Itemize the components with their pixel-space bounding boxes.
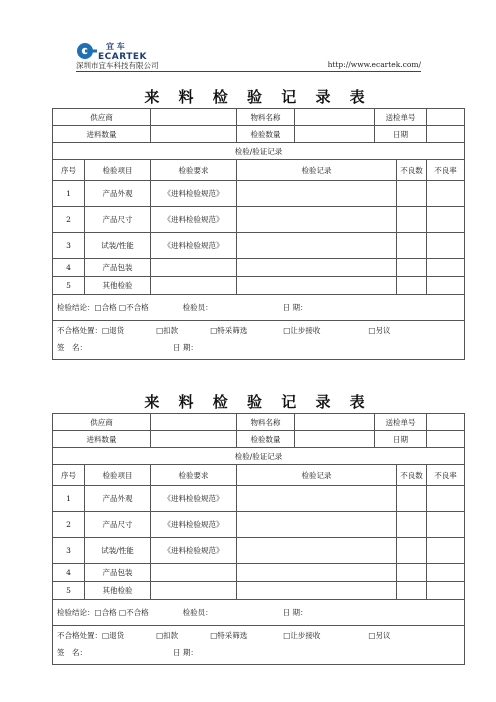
- section-title: 检验/验证记录: [53, 448, 465, 465]
- inspection-form-2: [52, 391, 464, 665]
- inspection-no-value[interactable]: [427, 414, 465, 431]
- row-no: 1: [53, 486, 85, 512]
- company-url[interactable]: http://www.ecartek.com/: [327, 60, 421, 69]
- date-label: 日期: [375, 126, 427, 143]
- col-record: 检验记录: [237, 160, 397, 181]
- row-requirement: [151, 277, 237, 295]
- row-no: 5: [53, 277, 85, 295]
- signature-date-label: 日 期：: [173, 343, 198, 352]
- signature-label: 签 名：: [57, 343, 87, 352]
- row-requirement: [151, 259, 237, 277]
- deduct-checkbox[interactable]: □扣款: [156, 326, 179, 335]
- disposition-cell: [53, 321, 465, 337]
- row-defect-rate[interactable]: [427, 486, 465, 512]
- company-name: 深圳市宜车科技有限公司: [76, 61, 159, 70]
- signature-cell: [53, 641, 465, 665]
- conclusion-label: 检验结论：: [57, 303, 95, 312]
- row-defect-count[interactable]: [397, 181, 427, 207]
- supplier-value[interactable]: [151, 109, 237, 126]
- row-no: 2: [53, 207, 85, 233]
- logo-text-en: ECARTEK: [98, 52, 148, 60]
- row-requirement: 《进料检验规范》: [151, 512, 237, 538]
- row-requirement: 《进料检验规范》: [151, 486, 237, 512]
- pass-checkbox[interactable]: □合格: [94, 608, 117, 617]
- form-title: 来 料 检 验 记 录 表: [144, 393, 372, 411]
- table-row: [53, 259, 465, 277]
- conclusion-row: [53, 600, 465, 626]
- row-record[interactable]: [237, 233, 397, 259]
- col-requirement: 检验要求: [151, 465, 237, 486]
- inspection-qty-label: 检验数量: [237, 431, 295, 448]
- form-title: 来 料 检 验 记 录 表: [144, 88, 372, 106]
- inspection-no-label: 送检单号: [375, 414, 427, 431]
- disposition-label: 不合格处置：: [57, 326, 102, 335]
- supplier-value[interactable]: [151, 414, 237, 431]
- row-record[interactable]: [237, 582, 397, 600]
- row-quantity: [53, 126, 465, 143]
- col-item: 检验项目: [85, 465, 151, 486]
- supplier-label: 供应商: [53, 109, 151, 126]
- row-defect-count[interactable]: [397, 486, 427, 512]
- incoming-qty-label: 进料数量: [53, 431, 151, 448]
- signature-date-label: 日 期：: [173, 648, 198, 657]
- disposition-label: 不合格处置：: [57, 631, 102, 640]
- inspector-label: 检验员：: [182, 303, 213, 312]
- row-defect-rate[interactable]: [427, 233, 465, 259]
- header-divider: [76, 71, 421, 72]
- incoming-qty-label: 进料数量: [53, 126, 151, 143]
- col-requirement: 检验要求: [151, 160, 237, 181]
- row-quantity: [53, 431, 465, 448]
- row-record[interactable]: [237, 538, 397, 564]
- row-defect-rate[interactable]: [427, 181, 465, 207]
- col-defect-count: 不良数: [397, 160, 427, 181]
- material-name-value[interactable]: [295, 109, 375, 126]
- row-requirement: 《进料检验规范》: [151, 538, 237, 564]
- concession-checkbox[interactable]: □让步接收: [283, 326, 321, 335]
- col-item: 检验项目: [85, 160, 151, 181]
- fail-checkbox[interactable]: □不合格: [118, 608, 149, 617]
- row-requirement: [151, 564, 237, 582]
- signature-label: 签 名：: [57, 648, 87, 657]
- col-defect-rate: 不良率: [427, 160, 465, 181]
- fail-checkbox[interactable]: □不合格: [118, 303, 149, 312]
- row-defect-count[interactable]: [397, 564, 427, 582]
- return-checkbox[interactable]: □退货: [102, 631, 125, 640]
- disposition-cell: [53, 626, 465, 642]
- row-record[interactable]: [237, 259, 397, 277]
- inspection-qty-value[interactable]: [295, 431, 375, 448]
- material-name-value[interactable]: [295, 414, 375, 431]
- signature-row: [53, 641, 465, 665]
- disposition-row: [53, 626, 465, 642]
- logo-text-cn: 宜 车: [106, 42, 125, 51]
- inspection-qty-value[interactable]: [295, 126, 375, 143]
- row-defect-count[interactable]: [397, 582, 427, 600]
- row-defect-count[interactable]: [397, 233, 427, 259]
- row-item: 产品尺寸: [85, 512, 151, 538]
- signature-cell: [53, 336, 465, 360]
- page-header: [76, 40, 421, 72]
- row-item: 其他检验: [85, 582, 151, 600]
- row-item: 试装/性能: [85, 538, 151, 564]
- column-header-row: [53, 465, 465, 486]
- row-record[interactable]: [237, 181, 397, 207]
- row-no: 4: [53, 259, 85, 277]
- inspection-table: [52, 413, 465, 665]
- table-row: [53, 207, 465, 233]
- row-requirement: [151, 582, 237, 600]
- table-row: [53, 512, 465, 538]
- table-row: [53, 486, 465, 512]
- row-no: 5: [53, 582, 85, 600]
- conclusion-date-label: 日 期：: [282, 303, 308, 312]
- col-no: 序号: [53, 465, 85, 486]
- row-defect-count[interactable]: [397, 277, 427, 295]
- col-defect-count: 不良数: [397, 465, 427, 486]
- row-requirement: 《进料检验规范》: [151, 207, 237, 233]
- date-value[interactable]: [427, 431, 465, 448]
- other-checkbox[interactable]: □另议: [368, 326, 391, 335]
- table-row: [53, 181, 465, 207]
- table-row: [53, 582, 465, 600]
- row-defect-count[interactable]: [397, 512, 427, 538]
- disposition-row: [53, 321, 465, 337]
- row-no: 1: [53, 181, 85, 207]
- return-checkbox[interactable]: □退货: [102, 326, 125, 335]
- supplier-label: 供应商: [53, 414, 151, 431]
- screening-checkbox[interactable]: □特采筛选: [210, 326, 248, 335]
- row-item: 产品外观: [85, 181, 151, 207]
- row-defect-rate[interactable]: [427, 538, 465, 564]
- column-header-row: [53, 160, 465, 181]
- row-defect-rate[interactable]: [427, 259, 465, 277]
- material-name-label: 物料名称: [237, 109, 295, 126]
- row-item: 产品尺寸: [85, 207, 151, 233]
- row-requirement: 《进料检验规范》: [151, 233, 237, 259]
- incoming-qty-value[interactable]: [151, 126, 237, 143]
- row-defect-rate[interactable]: [427, 512, 465, 538]
- inspection-no-label: 送检单号: [375, 109, 427, 126]
- company-logo: [76, 40, 176, 60]
- row-item: 其他检验: [85, 277, 151, 295]
- table-row: [53, 538, 465, 564]
- row-no: 3: [53, 538, 85, 564]
- row-defect-rate[interactable]: [427, 277, 465, 295]
- inspection-form-1: [52, 86, 464, 360]
- table-row: [53, 233, 465, 259]
- row-defect-count[interactable]: [397, 207, 427, 233]
- conclusion-date-label: 日 期：: [282, 608, 308, 617]
- inspection-qty-label: 检验数量: [237, 126, 295, 143]
- conclusion-cell: [53, 600, 465, 626]
- section-title: 检验/验证记录: [53, 143, 465, 160]
- conclusion-label: 检验结论：: [57, 608, 95, 617]
- date-label: 日期: [375, 431, 427, 448]
- row-defect-rate[interactable]: [427, 582, 465, 600]
- row-record[interactable]: [237, 207, 397, 233]
- inspection-table: [52, 108, 465, 360]
- inspector-label: 检验员：: [182, 608, 213, 617]
- date-value[interactable]: [427, 126, 465, 143]
- deduct-checkbox[interactable]: □扣款: [156, 631, 179, 640]
- row-no: 2: [53, 512, 85, 538]
- col-record: 检验记录: [237, 465, 397, 486]
- screening-checkbox[interactable]: □特采筛选: [210, 631, 248, 640]
- row-supplier: [53, 109, 465, 126]
- row-defect-rate[interactable]: [427, 207, 465, 233]
- row-defect-count[interactable]: [397, 259, 427, 277]
- row-item: 产品包装: [85, 259, 151, 277]
- conclusion-row: [53, 295, 465, 321]
- row-no: 3: [53, 233, 85, 259]
- row-record[interactable]: [237, 512, 397, 538]
- conclusion-cell: [53, 295, 465, 321]
- row-defect-rate[interactable]: [427, 564, 465, 582]
- table-row: [53, 277, 465, 295]
- incoming-qty-value[interactable]: [151, 431, 237, 448]
- row-item: 产品包装: [85, 564, 151, 582]
- row-record[interactable]: [237, 277, 397, 295]
- inspection-no-value[interactable]: [427, 109, 465, 126]
- row-item: 产品外观: [85, 486, 151, 512]
- material-name-label: 物料名称: [237, 414, 295, 431]
- signature-row: [53, 336, 465, 360]
- row-record[interactable]: [237, 564, 397, 582]
- row-defect-count[interactable]: [397, 538, 427, 564]
- other-checkbox[interactable]: □另议: [368, 631, 391, 640]
- row-item: 试装/性能: [85, 233, 151, 259]
- row-record[interactable]: [237, 486, 397, 512]
- row-no: 4: [53, 564, 85, 582]
- pass-checkbox[interactable]: □合格: [94, 303, 117, 312]
- col-no: 序号: [53, 160, 85, 181]
- table-row: [53, 564, 465, 582]
- row-requirement: 《进料检验规范》: [151, 181, 237, 207]
- col-defect-rate: 不良率: [427, 465, 465, 486]
- concession-checkbox[interactable]: □让步接收: [283, 631, 321, 640]
- row-supplier: [53, 414, 465, 431]
